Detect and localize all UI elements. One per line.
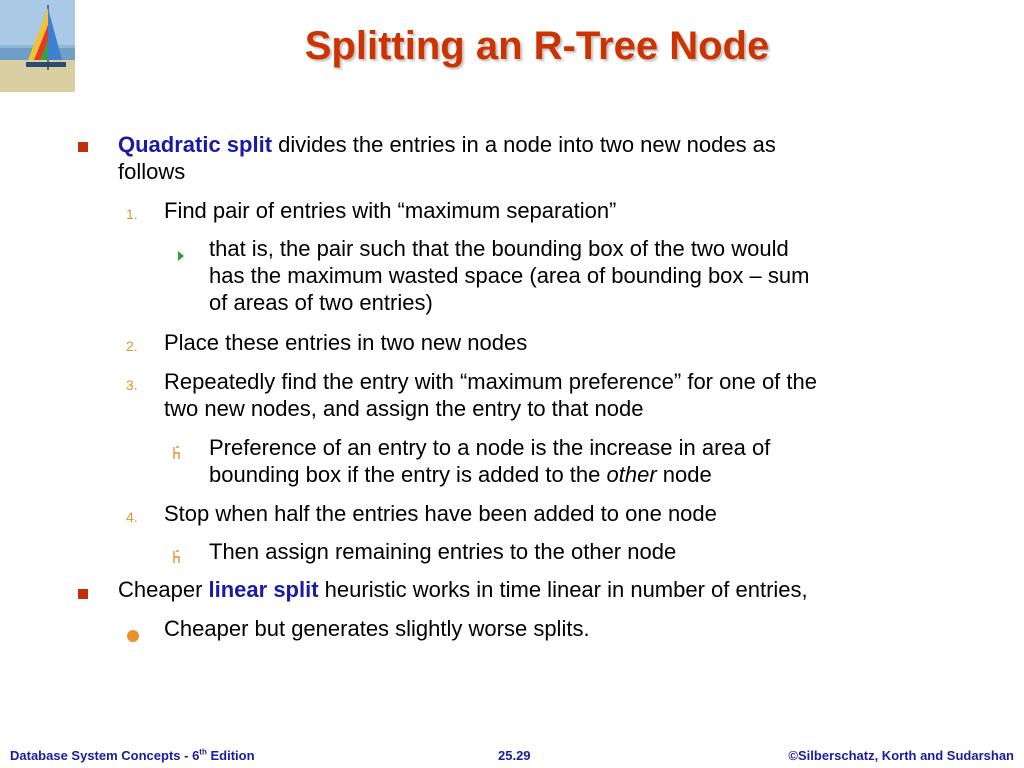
bullet-2-text: Cheaper linear split heuristic works in time linear in number of entries,: [118, 577, 808, 602]
step-number-1: 1.: [126, 206, 138, 222]
step-1-subitem: that is, the pair such that the bounding box of the two would has the maximum wasted space (area of bounding box – sum of areas of two entries): [209, 236, 810, 315]
small-h-icon: [172, 439, 182, 466]
step-1-text: Find pair of entries with “maximum separation”: [164, 198, 617, 223]
small-h-icon: [172, 543, 182, 570]
step-4-subitem: Then assign remaining entries to the other node: [209, 539, 677, 564]
dot-icon: [127, 621, 139, 648]
main-bullet-2: [78, 578, 88, 605]
step-3-subitem: Preference of an entry to a node is the increase in area of bounding box if the entry is added to the other node: [209, 435, 771, 487]
step-number-4: 4.: [126, 509, 138, 525]
bullet-1-text: Quadratic split divides the entries in a node into two new nodes as follows: [118, 132, 776, 184]
step-number-2: 2.: [126, 338, 138, 354]
step-number-3: 3.: [126, 377, 138, 393]
footer-copyright: ©Silberschatz, Korth and Sudarshan: [788, 748, 1014, 763]
triangle-arrow-icon: [176, 241, 186, 268]
page-number: 25.29: [498, 748, 531, 763]
square-icon: [78, 589, 88, 599]
slide-title: Splitting an R-Tree Node: [304, 24, 770, 68]
step-2-text: Place these entries in two new nodes: [164, 330, 528, 355]
main-bullet-1: [78, 131, 88, 158]
footer-left: Database System Concepts - 6th Edition: [10, 747, 255, 763]
keyword-linear-split: linear split: [208, 577, 319, 602]
bullet-2-subitem: Cheaper but generates slightly worse splits.: [164, 616, 590, 641]
keyword-quadratic-split: Quadratic split: [118, 132, 273, 157]
square-icon: [78, 142, 88, 152]
step-4-text: Stop when half the entries have been added to one node: [164, 501, 717, 526]
step-3-text: Repeatedly find the entry with “maximum preference” for one of the two new nodes, and assign the entry to that node: [164, 369, 817, 421]
slide-footer: [0, 742, 1024, 768]
